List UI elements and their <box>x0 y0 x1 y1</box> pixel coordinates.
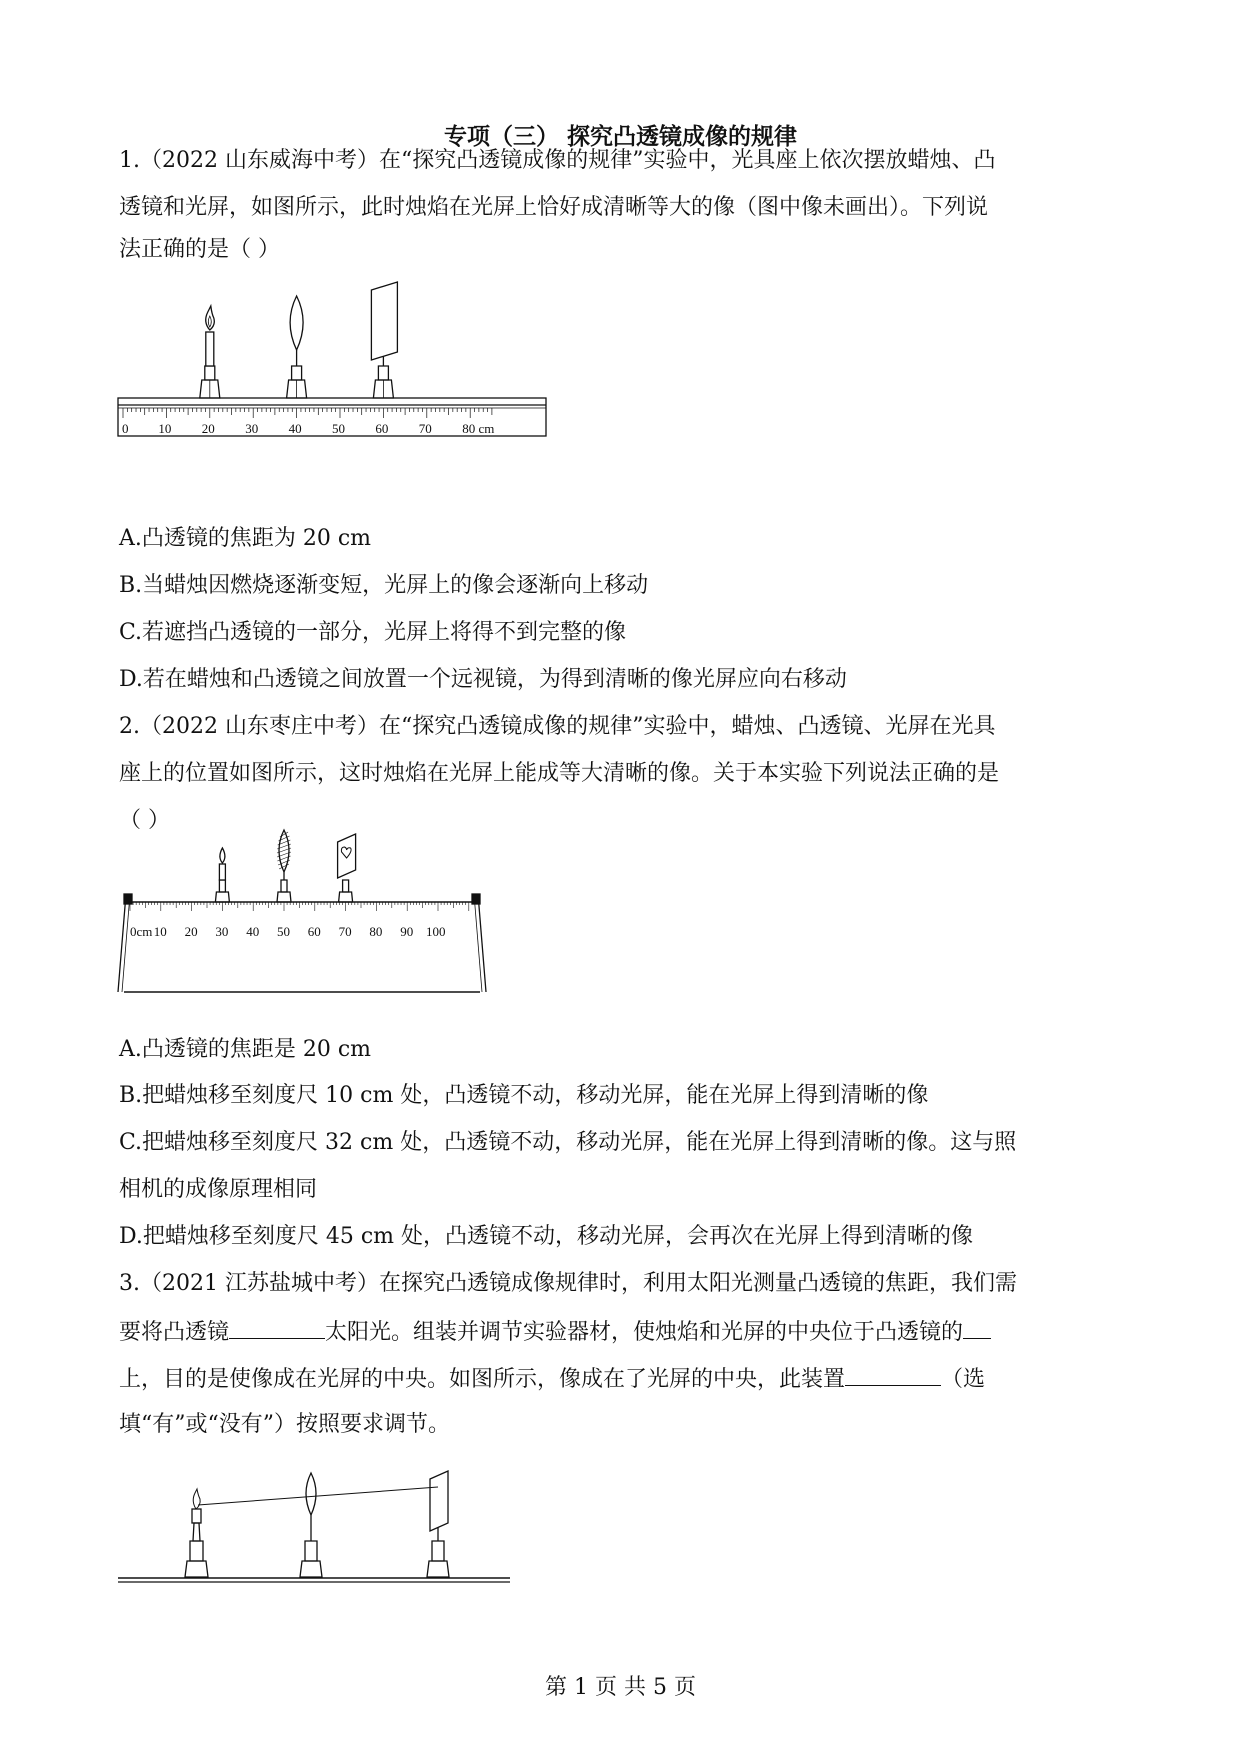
q1-stem-line-2: 透镜和光屏，如图所示，此时烛焰在光屏上恰好成清晰等大的像（图中像未画出）。下列说 <box>119 195 989 220</box>
q1-stem-line-3: 法正确的是（ ） <box>119 237 280 262</box>
q3-stem-line-4: 填“有”或“没有”）按照要求调节。 <box>119 1412 450 1437</box>
light-screen <box>371 282 397 398</box>
q3-text: 要将凸透镜 <box>119 1320 230 1345</box>
ruler-tick-label: 50 <box>332 421 345 436</box>
convex-lens <box>287 296 307 398</box>
q3-stem-line-1: 3.（2021 江苏盐城中考）在探究凸透镜成像规律时，利用太阳光测量凸透镜的焦距，我们需 <box>119 1271 1017 1296</box>
convex-lens <box>300 1473 322 1577</box>
ruler-tick-label: 100 <box>426 924 446 939</box>
ruler-tick-label: 90 <box>400 924 414 939</box>
convex-lens <box>277 830 291 902</box>
candle <box>215 848 229 902</box>
q3-text: 上，目的是使像成在光屏的中央。如图所示，像成在了光屏的中央，此装置 <box>119 1367 846 1392</box>
ray-line <box>198 1487 438 1505</box>
q2-option-c-line-1: C.把蜡烛移至刻度尺 32 cm 处，凸透镜不动，移动光屏，能在光屏上得到清晰的像。这与照 <box>119 1130 1017 1155</box>
q3-text: 太阳光。组装并调节实验器材，使烛焰和光屏的中央位于凸透镜的 <box>325 1320 964 1345</box>
ruler-tick-label: 10 <box>158 421 172 436</box>
ruler-tick-label: 20 <box>184 924 198 939</box>
light-screen <box>338 834 356 902</box>
q2-stem-line-1: 2.（2022 山东枣庄中考）在“探究凸透镜成像的规律”实验中，蜡烛、凸透镜、光屏在光具 <box>119 714 996 739</box>
ruler-tick-label: 80 <box>369 924 383 939</box>
rail-leg-right <box>474 894 482 992</box>
ruler-tick-label: 60 <box>307 924 321 939</box>
light-screen <box>427 1471 449 1577</box>
q2-stem-line-3: （ ） <box>119 808 170 833</box>
q3-answer-blank-1[interactable] <box>229 1316 325 1339</box>
q2-option-c-line-2: 相机的成像原理相同 <box>119 1177 318 1202</box>
candle <box>185 1489 208 1577</box>
ruler-tick-label: 0cm <box>130 924 153 939</box>
q1-option-b: B.当蜡烛因燃烧逐渐变短，光屏上的像会逐渐向上移动 <box>119 573 649 598</box>
page-footer: 第 1 页 共 5 页 <box>545 1675 696 1700</box>
ruler-tick-label: 0 <box>122 421 129 436</box>
q2-option-d: D.把蜡烛移至刻度尺 45 cm 处，凸透镜不动，移动光屏，会再次在光屏上得到清晰的像 <box>119 1224 974 1249</box>
ruler-tick-label: 20 <box>201 421 215 436</box>
ruler-tick-label: 30 <box>245 421 259 436</box>
q1-stem-line-1: 1.（2022 山东威海中考）在“探究凸透镜成像的规律”实验中，光具座上依次摆放蜡烛、凸 <box>119 148 996 173</box>
ruler-tick-label: 10 <box>153 924 167 939</box>
q1-option-c: C.若遮挡凸透镜的一部分，光屏上将得不到完整的像 <box>119 620 627 645</box>
q2-option-a: A.凸透镜的焦距是 20 cm <box>119 1037 372 1062</box>
q2-option-b: B.把蜡烛移至刻度尺 10 cm 处，凸透镜不动，移动光屏，能在光屏上得到清晰的像 <box>119 1083 929 1108</box>
ruler-tick-label: 60 <box>375 421 389 436</box>
page-title: 专项（三） 探究凸透镜成像的规律 <box>443 124 797 150</box>
q1-figure <box>118 280 548 496</box>
q3-stem-line-3 <box>119 1363 1129 1395</box>
q3-stem-line-2 <box>119 1316 1129 1348</box>
candle <box>200 306 220 398</box>
ruler-tick-label: 70 <box>338 924 352 939</box>
rail-leg-right <box>478 894 486 992</box>
ruler-tick-label: 50 <box>277 924 290 939</box>
ruler-tick-label: 80 cm <box>462 421 495 436</box>
rail-leg-left <box>118 894 126 992</box>
q3-figure <box>118 1465 518 1585</box>
ruler-tick-label: 70 <box>418 421 432 436</box>
ruler-tick-label: 40 <box>288 421 302 436</box>
ruler-tick-label: 30 <box>215 924 229 939</box>
q3-answer-blank-2[interactable] <box>963 1316 991 1339</box>
ruler-tick-label: 40 <box>246 924 260 939</box>
q1-option-d: D.若在蜡烛和凸透镜之间放置一个远视镜，为得到清晰的像光屏应向右移动 <box>119 667 847 692</box>
q1-option-a: A.凸透镜的焦距为 20 cm <box>119 526 372 551</box>
q2-stem-line-2: 座上的位置如图所示，这时烛焰在光屏上能成等大清晰的像。关于本实验下列说法正确的是 <box>119 761 1000 786</box>
rail-leg-left <box>122 894 130 992</box>
q2-figure <box>118 852 538 1004</box>
q3-answer-blank-3[interactable] <box>845 1363 941 1386</box>
q3-text: （选 <box>941 1367 986 1392</box>
